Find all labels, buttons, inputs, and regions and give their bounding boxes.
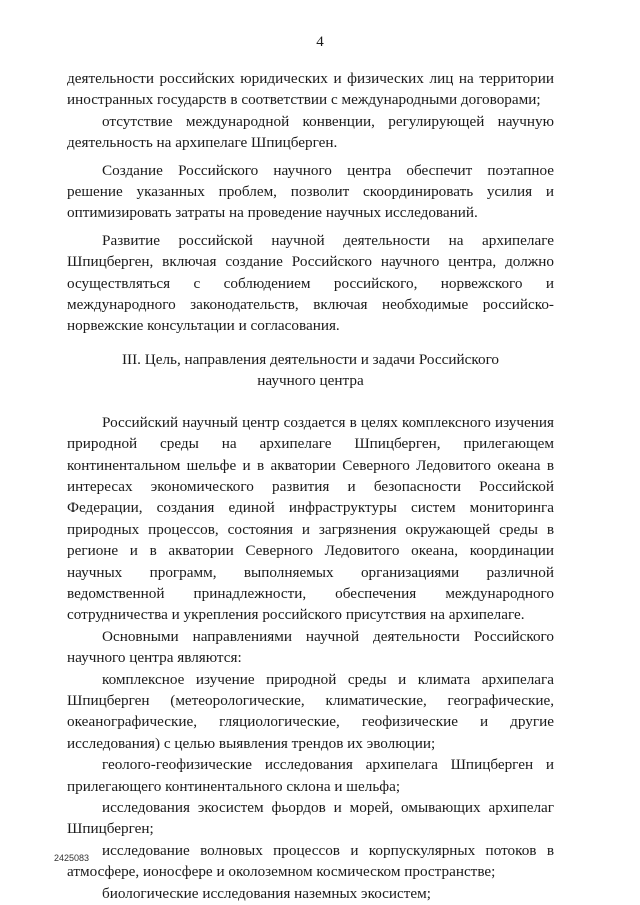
list-item: геолого-геофизические исследования архипелага Шпицберген и прилегающего континентального склона и шельфа; (67, 756, 554, 795)
section-heading (67, 349, 554, 392)
section-heading-line: научного центра (257, 372, 364, 390)
list-item: биологические исследования наземных экосистем; (102, 884, 431, 902)
paragraph: Основными направлениями научной деятельности Российского научного центра являются: (67, 627, 554, 667)
list-item: исследования экосистем фьордов и морей, омывающих архипелаг Шпицберген; (67, 799, 554, 838)
document-code: 2425083 (54, 853, 90, 863)
paragraph: Развитие российской научной деятельности на архипелаге Шпицберген, включая создание Российского научного центра, должно осуществляться с соблюдением российского, норвежского и международного законодательств, включая необходимые российско-норвежские консультации и согласования. (67, 231, 554, 335)
paragraph: отсутствие международной конвенции, регулирующей научную деятельность на архипелаге Шпицберген. (67, 112, 554, 152)
paragraph: Российский научный центр создается в целях комплексного изучения природной среды на архипелаге Шпицберген, прилегающем континентальном шельфе и в акватории Северного Ледовитого океана в интересах экономического развития и безопасности Российской Федерации, создания единой инфраструктуры систем мониторинга природных процессов, состояния и загрязнения окружающей среды в регионе и в акватории Северного Ледовитого океана, координации научных программ, выполняемых организациями различной ведомственной принадлежности, обеспечения международного сотрудничества и укрепления российского присутствия на архипелаге. (67, 413, 554, 624)
paragraph: деятельности российских юридических и физических лиц на территории иностранных государств в соответствии с международными договорами; (67, 70, 554, 109)
page-number: 4 (316, 34, 324, 50)
list-item: исследование волновых процессов и корпускулярных потоков в атмосфере, ионосфере и околоземном космическом пространстве; (67, 841, 554, 881)
list-item: комплексное изучение природной среды и климата архипелага Шпицберген (метеорологические, климатические, географические, океанографические, гляциологические, геофизические и другие исследования) с целью выявления трендов их эволюции; (67, 670, 554, 752)
paragraph: Создание Российского научного центра обеспечит поэтапное решение указанных проблем, позволит скоординировать усилия и оптимизировать затраты на проведение научных исследований. (67, 161, 554, 222)
section-heading-line: III. Цель, направления деятельности и задачи Российского (121, 350, 500, 368)
document-body (67, 68, 554, 904)
